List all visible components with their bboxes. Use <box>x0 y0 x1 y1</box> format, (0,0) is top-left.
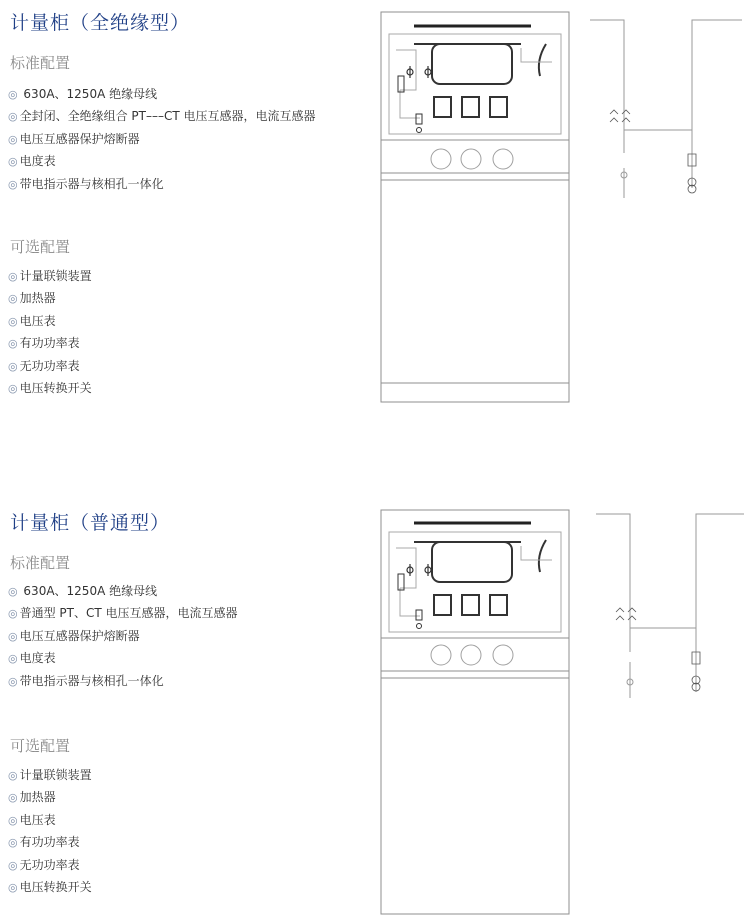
wiring-diagram <box>588 18 743 208</box>
list-item: ◎ 计量联锁装置 <box>8 768 92 782</box>
optional-config-heading: 可选配置 <box>10 238 71 256</box>
list-item: ◎ 电压表 <box>8 313 56 328</box>
bullet-icon: ◎ <box>8 813 18 827</box>
cabinet-front-drawing <box>376 508 576 918</box>
bullet-icon: ◎ <box>8 880 18 894</box>
meter-window <box>432 542 512 582</box>
bullet-icon: ◎ <box>8 607 18 621</box>
standard-config-list <box>8 83 316 195</box>
list-item: ◎ 普通型 PT、CT 电压互感器，电流互感器 <box>8 606 238 621</box>
cabinet-outline <box>381 510 569 914</box>
meter-box <box>434 97 451 117</box>
list-item: ◎ 加热器 <box>8 291 56 306</box>
wiring-diagram <box>588 512 746 712</box>
optional-config-list <box>8 764 92 898</box>
bullet-icon: ◎ <box>8 381 18 395</box>
bullet-icon: ◎ <box>8 836 18 850</box>
bullet-icon: ◎ <box>8 270 18 283</box>
list-item: ◎ 630A、1250A 绝缘母线 <box>8 584 158 598</box>
indicator-circle <box>431 149 451 169</box>
section-title: 计量柜（普通型） <box>10 512 171 534</box>
list-item: ◎ 电压互感器保护熔断器 <box>8 628 140 643</box>
meter-box <box>490 97 507 117</box>
optional-config-heading: 可选配置 <box>10 737 71 755</box>
list-item: ◎ 加热器 <box>8 790 56 805</box>
list-item: ◎ 无功功率表 <box>8 857 80 872</box>
bullet-icon: ◎ <box>8 359 18 373</box>
list-item: ◎ 有功功率表 <box>8 835 80 850</box>
list-item: ◎ 有功功率表 <box>8 336 80 351</box>
section-full-insulated <box>0 0 750 460</box>
list-item: ◎ 全封闭、全绝缘组合 PT–––CT 电压互感器，电流互感器 <box>8 109 316 124</box>
indicator-circle <box>431 645 451 665</box>
bullet-icon: ◎ <box>8 314 18 328</box>
list-item: ◎ 电度表 <box>8 651 56 666</box>
busbar-curve <box>539 540 546 572</box>
list-item: ◎ 无功功率表 <box>8 358 80 373</box>
list-item: ◎ 计量联锁装置 <box>8 269 92 283</box>
bullet-icon: ◎ <box>8 652 18 666</box>
bullet-icon: ◎ <box>8 858 18 872</box>
meter-box <box>434 595 451 615</box>
bullet-icon: ◎ <box>8 155 18 169</box>
list-item: ◎ 电压转换开关 <box>8 380 92 395</box>
bullet-icon: ◎ <box>8 132 18 146</box>
standard-config-heading: 标准配置 <box>10 554 71 572</box>
meter-box <box>462 97 479 117</box>
cabinet-front-drawing <box>376 10 576 405</box>
bullet-icon: ◎ <box>8 337 18 351</box>
list-item: ◎ 电压转换开关 <box>8 879 92 894</box>
bullet-icon: ◎ <box>8 769 18 782</box>
bullet-icon: ◎ <box>8 177 18 191</box>
meter-box <box>490 595 507 615</box>
bullet-icon: ◎ <box>8 791 18 805</box>
busbar-curve <box>539 44 546 76</box>
bullet-icon: ◎ <box>8 674 18 688</box>
list-item: ◎ 电压表 <box>8 812 56 827</box>
cabinet-outline <box>381 12 569 402</box>
indicator-circle <box>461 645 481 665</box>
bullet-icon: ◎ <box>8 292 18 306</box>
list-item: ◎ 电压互感器保护熔断器 <box>8 131 140 146</box>
list-item: ◎ 带电指示器与核相孔一体化 <box>8 176 164 191</box>
indicator-circle <box>493 645 513 665</box>
section-standard-type <box>0 500 750 922</box>
indicator-circle <box>493 149 513 169</box>
bullet-icon: ◎ <box>8 629 18 643</box>
indicator-circle <box>461 149 481 169</box>
bullet-icon: ◎ <box>8 88 18 101</box>
list-item: ◎ 电度表 <box>8 154 56 169</box>
bullet-icon: ◎ <box>8 585 18 598</box>
meter-box <box>462 595 479 615</box>
section-title: 计量柜（全绝缘型） <box>10 12 191 34</box>
optional-config-list <box>8 265 92 399</box>
meter-window <box>432 44 512 84</box>
standard-config-list <box>8 580 238 692</box>
list-item: ◎ 630A、1250A 绝缘母线 <box>8 87 158 101</box>
list-item: ◎ 带电指示器与核相孔一体化 <box>8 673 164 688</box>
standard-config-heading: 标准配置 <box>10 54 71 72</box>
bullet-icon: ◎ <box>8 110 18 124</box>
